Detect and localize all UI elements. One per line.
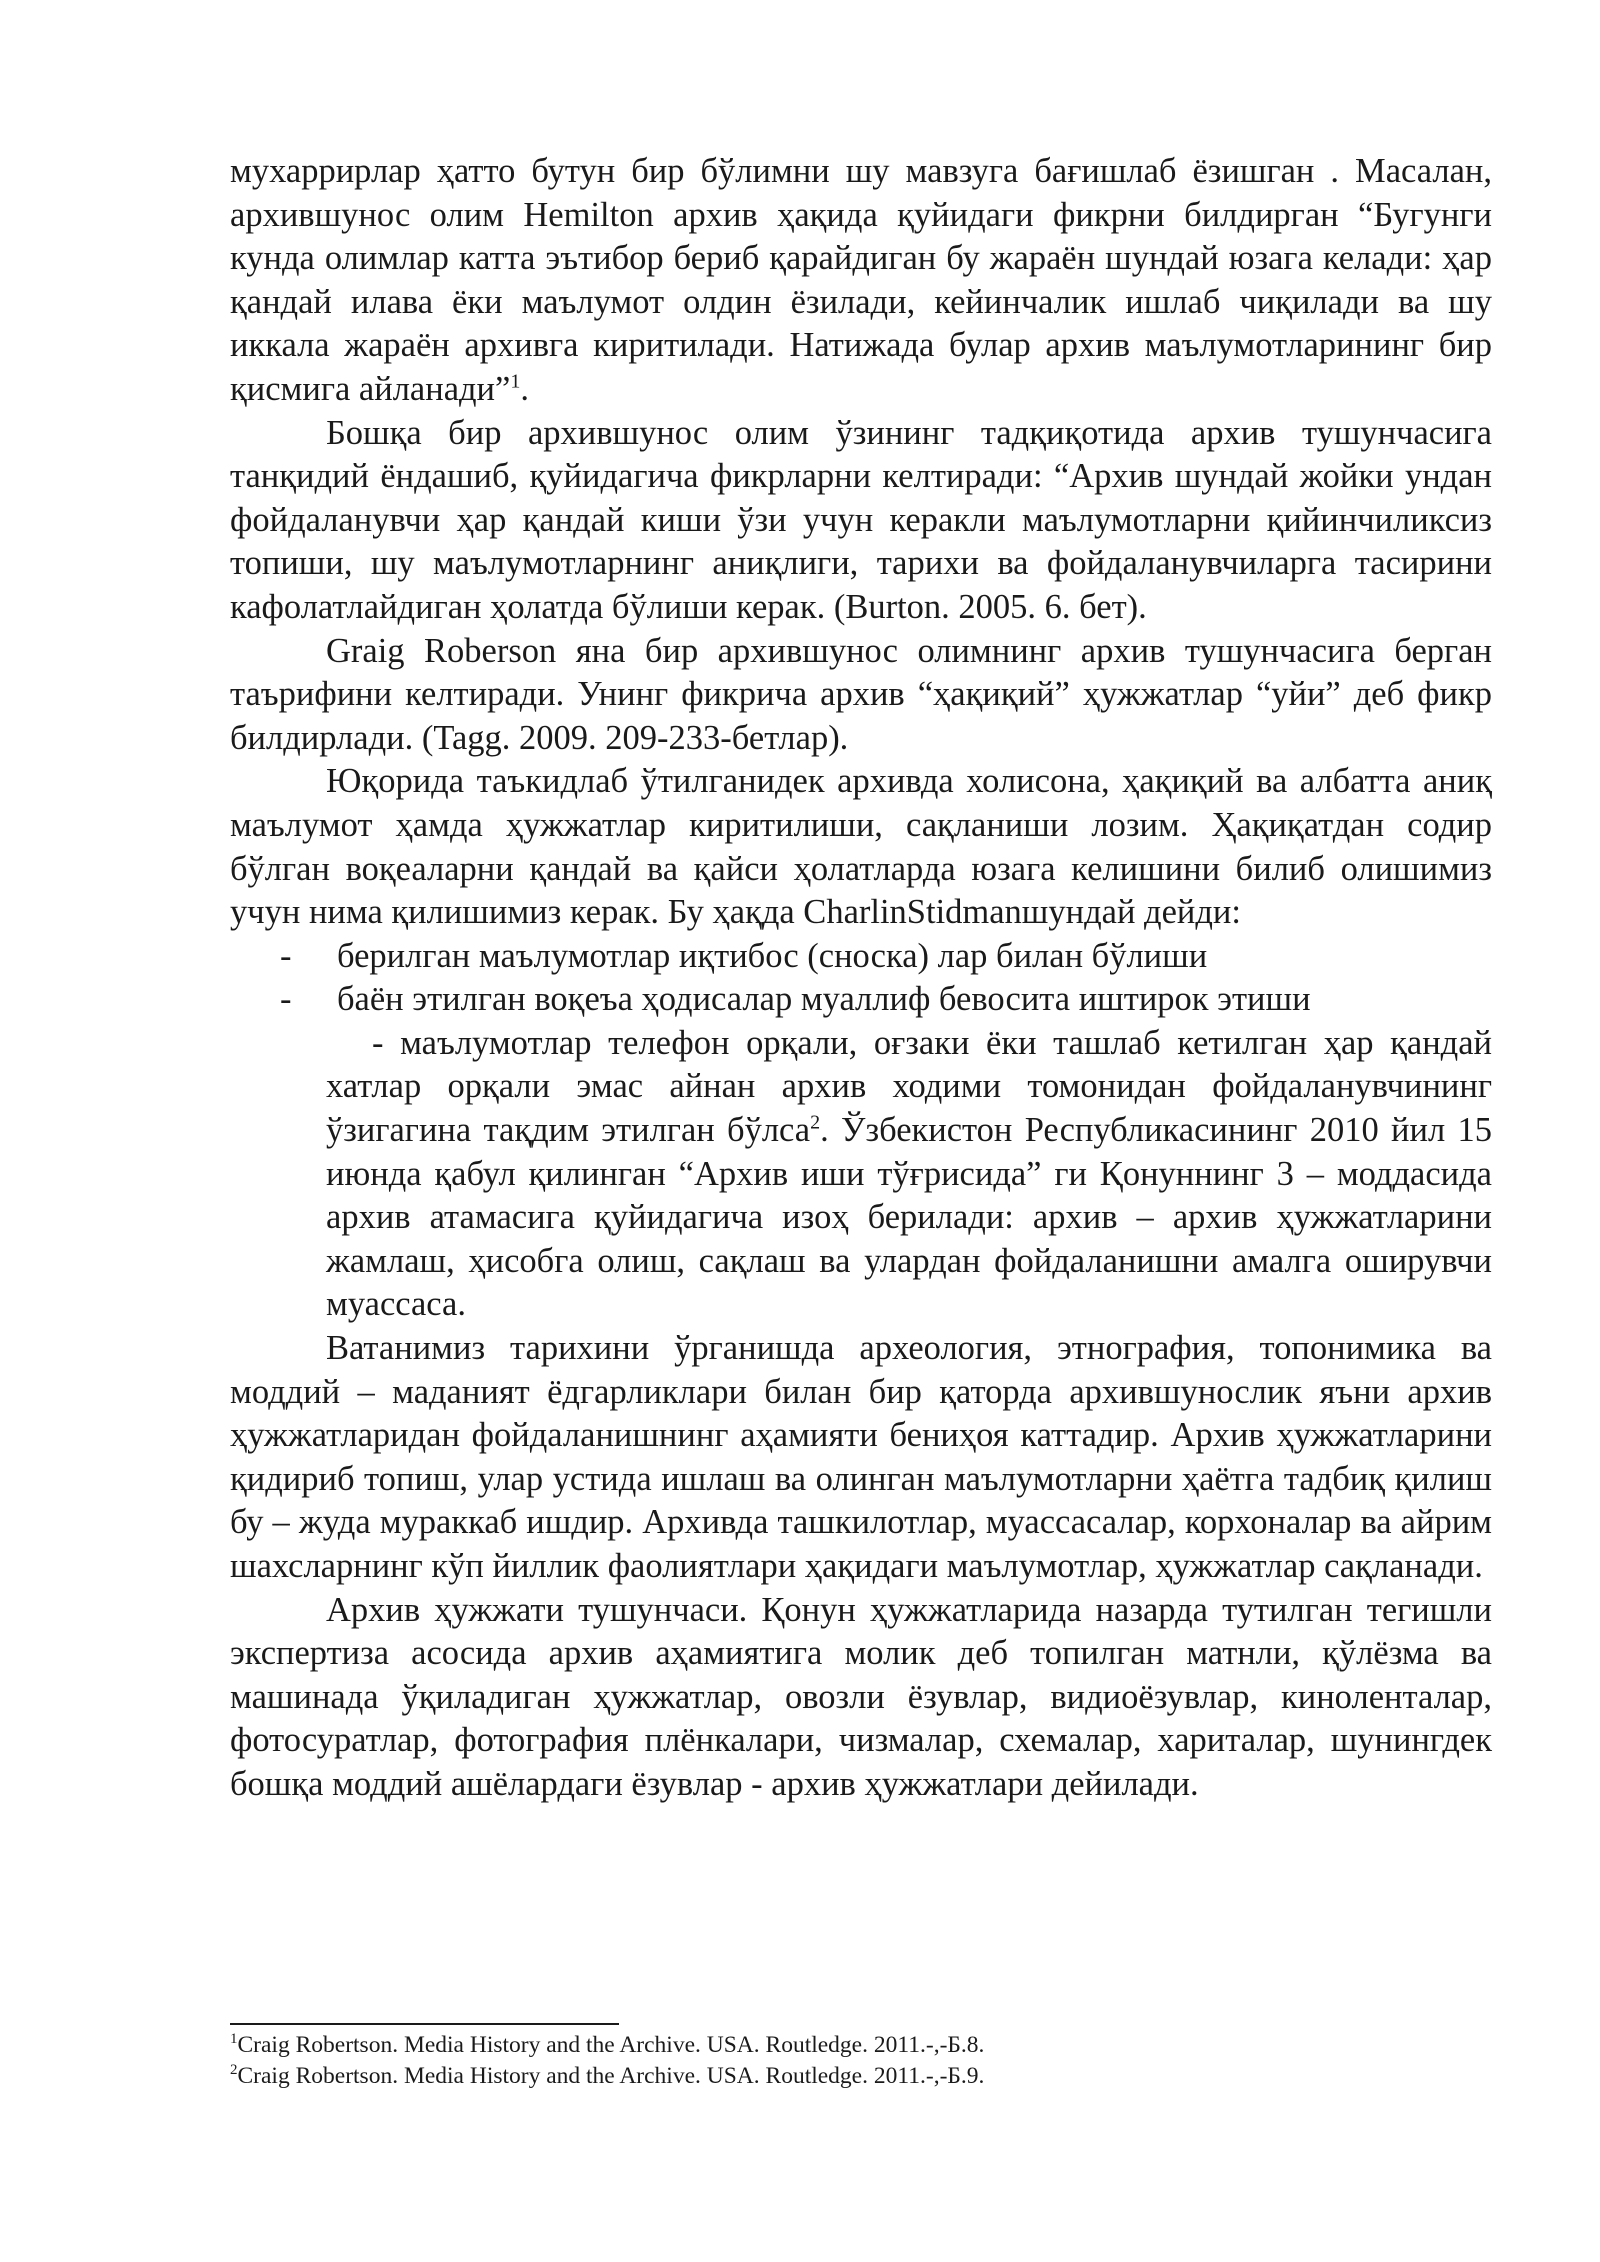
footnote-ref-1[interactable]: 1: [510, 370, 521, 393]
paragraph-3: Graig Roberson яна бир архившунос олимнинг архив тушунчасига берган таърифини келтиради. Унинг фикрича архив “ҳақиқий” ҳужжатлар “уйи” деб фикр билдирлади. (Tagg. 2009. 209-233-бетлар).: [230, 631, 1492, 757]
footnote-separator: [230, 2023, 619, 2025]
footnote-1: $^1$Craig Robertson. Media History and the Archive. USA. Routledge. 2011.-,-Б.8.: [230, 2031, 985, 2058]
indented-block: - маълумотлар телефон орқали, оғзаки ёки ташлаб кетилган ҳар қандай хатлар орқали эмас айнан архив ходими томонидан фойдаланувчининг ўзигагина тақдим этилган бўлса$^2$. Ўзбекистон Республикасининг 2010 йил 15 июнда қабул қилинган “Архив иши тўғрисида” ги Қонуннинг 3 – моддасида архив атамасига қуйидагича изоҳ берилади: архив – архив ҳужжатларини жамлаш, ҳисобга олиш, сақлаш ва улардан фойдаланишни амалга оширувчи муассаса.: [326, 1023, 1492, 1324]
paragraph-2: Бошқа бир архившунос олим ўзининг тадқиқотида архив тушунчасига танқидий ёндашиб, қуйидагича фикрларни келтиради: “Архив шундай жойки ундан фойдаланувчи ҳар қандай киши ўзи учун керакли маълумотларни қийинчиликсиз топиши, шу маълумотларнинг аниқлиги, тарихи ва фойдаланувчиларга тасирини кафолатлайдиган ҳолатда бўлиши керак. (Burton. 2005. 6. бет).: [230, 413, 1492, 626]
list-item: - баён этилган воқеъа ҳодисалар муаллиф бевосита иштирок этиши: [230, 978, 1492, 1022]
footnotes: [230, 2030, 1492, 2092]
footnote-ref-2[interactable]: 2: [810, 1111, 821, 1134]
dash-bullet: -: [280, 980, 292, 1019]
paragraph-6: Архив ҳужжати тушунчаси. Қонун ҳужжатларида назарда тутилган тегишли экспертиза асосида архив аҳамиятига молик деб топилган матнли, қўлёзма ва машинада ўқиладиган ҳужжатлар, овозли ёзувлар, видиоёзувлар, киноленталар, фотосуратлар, фотография плёнкалари, чизмалар, схемалар, хариталар, шунингдек бошқа моддий ашёлардаги ёзувлар - архив ҳужжатлари дейилади.: [230, 1590, 1492, 1803]
dash-bullet: -: [280, 936, 292, 975]
paragraph-4: Юқорида таъкидлаб ўтилганидек архивда холисона, ҳақиқий ва албатта аниқ маълумот ҳамда ҳужжатлар киритилиши, сақланиши лозим. Ҳақиқатдан содир бўлган воқеаларни қандай ва қайси ҳолатларда юзага келишини билиб олишимиз учун нима қилишимиз керак. Бу ҳақда CharlinStidmanшундай дейди:: [230, 762, 1492, 932]
document-body: [230, 150, 1492, 1807]
list-item: - берилган маълумотлар иқтибос (сноска) лар билан бўлиши: [230, 935, 1492, 979]
paragraph-5: Ватанимиз тарихини ўрганишда археология, этнография, топонимика ва моддий – маданият ёдгарликлари билан бир қаторда архившунослик яъни архив ҳужжатларидан фойдаланишнинг аҳамияти бениҳоя каттадир. Архив ҳужжатларини қидириб топиш, улар устида ишлаш ва олинган маълумотларни ҳаётга тадбиқ қилиш бу – жуда мураккаб ишдир. Архивда ташкилотлар, муассасалар, корхоналар ва айрим шахсларнинг кўп йиллик фаолиятлари ҳақидаги маълумотлар, ҳужжатлар сақланади.: [230, 1329, 1492, 1585]
footnote-2: $^2$Craig Robertson. Media History and the Archive. USA. Routledge. 2011.-,-Б.9.: [230, 2062, 985, 2089]
paragraph-1: мухаррирлар ҳатто бутун бир бўлимни шу мавзуга бағишлаб ёзишган . Масалан, архившунос олим Hemilton архив ҳақида қуйидаги фикрни билдирган “Бугунги кунда олимлар катта эътибор бериб қарайдиган бу жараён шундай юзага келади: ҳар қандай илава ёки маълумот олдин ёзилади, кейинчалик ишлаб чиқилади ва шу иккала жараён архивга киритилади. Натижада булар архив маълумотларининг бир қисмига айланади”$^1$.: [230, 152, 1492, 408]
